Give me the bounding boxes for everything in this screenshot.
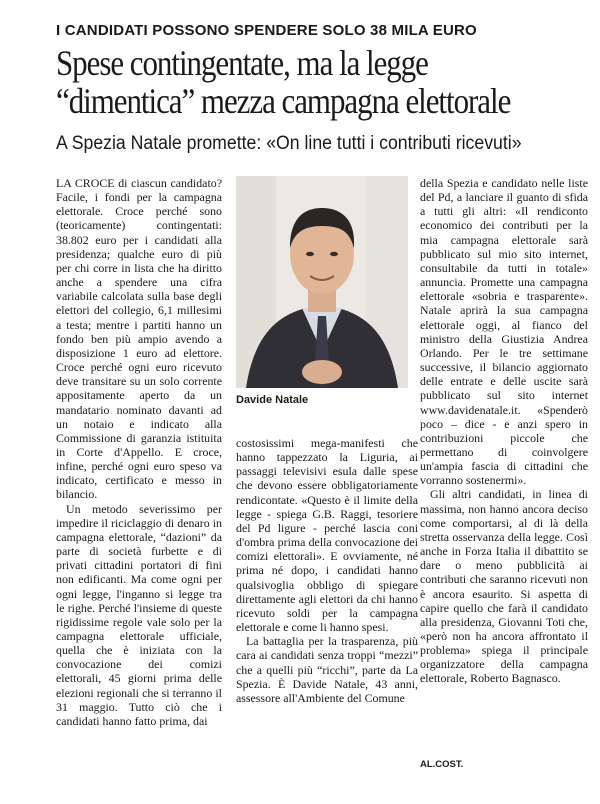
byline: AL.COST. [420, 759, 464, 770]
article-column-3 [420, 176, 588, 686]
article-column-2 [236, 436, 418, 705]
article-column-1 [56, 176, 222, 728]
photo-caption: Davide Natale [236, 394, 309, 406]
paragraph: La battaglia per la trasparenza, più cara ai candidati senza troppi “mezzi” che a quelli più “ricchi”, parte da La Spezia. È Davide Natale, 43 anni, assessore all'Ambiente del Comune [236, 634, 418, 705]
paragraph: LA CROCE di ciascun candidato? Facile, i fondi per la campagna elettorale. Croce perché sono (teoricamente) contingentati: 38.802 euro per i candidati alla presidenza; qualche euro di più per chi corre in lista che ha diritto anche a spendere una cifra variabile calcolata sulla base degli elettori del collegio, 6,1 millesimi a testa; mentre i partiti hanno un fondo ben più ampio avendo a disposizione 1 euro ad elettore. Croce perché ogni euro ricevuto deve transitare su un solo corrente appositamente aperto da un mandatario nominato davanti ad un notaio e indicato alla Commissione di garanzia istituita in Corte d'Appello. E croce, infine, perché ogni euro speso va indicato, certificato e messo in bilancio. [56, 176, 222, 502]
paragraph: Un metodo severissimo per impedire il riciclaggio di denaro in campagna elettorale, “dazioni” da parte di società furbette e di privati cittadini portatori di fini non edificanti. Ma come ogni per ogni legge, l'inganno si legge tra le righe. Perché l'insieme di queste rigidissime regole vale solo per la campagna elettorale ufficiale, quella che è iniziata con la convocazione dei comizi elettorali, 45 giorni prima delle elezioni regionali che si terranno il 31 maggio. Tutto ciò che i candidati hanno fatto prima, dai [56, 501, 222, 728]
headline [56, 44, 581, 120]
subheadline: A Spezia Natale promette: «On line tutti i contributi ricevuti» [56, 133, 522, 154]
paragraph: costosissimi mega-manifesti che hanno tappezzato la Liguria, ai passaggi televisivi esula dalle spese che devono essere obbligatoriamente rendicontate. «Questo è il limite della legge - spiega G.B. Raggi, tesoriere del Pd ligure - perché lascia coni d'ombra prima della convocazione dei comizi elettorali». E ovviamente, né prima né dopo, i candidati hanno qualsivoglia obbligo di spiegare direttamente agli elettori da chi hanno ricevuto soldi per la campagna elettorale e come li hanno spesi. [236, 436, 418, 635]
kicker: I CANDIDATI POSSONO SPENDERE SOLO 38 MILA EURO [56, 22, 477, 39]
portrait-photo [236, 176, 408, 388]
portrait-illustration [236, 176, 408, 388]
paragraph: Gli altri candidati, in linea di massima, non hanno ancora deciso come comportarsi, al di là della stretta osservanza della legge. Così anche in Forza Italia il dibattito se dare o meno pubblicità ai contributi che saranno ricevuti non è ancora esaurito. Si aspetta di capire quello che farà il candidato alla presidenza, Giovanni Toti che, «però non ha ancora affrontato il problema» spiega il principale organizzatore della campagna elettorale, Roberto Bagnasco. [420, 487, 588, 686]
headline-line-1: Spese contingentate, ma la legge [56, 43, 428, 83]
headline-line-2: “dimentica” mezza campagna elettorale [56, 81, 511, 121]
paragraph: della Spezia e candidato nelle liste del Pd, a lanciare il guanto di sfida a tutti gli altri: «Il rendiconto economico dei contributi per la mia campagna elettorale sarà pubblicato sul mio sito internet, consultabile da tutti in totale» annuncia. Promette una campagna elettorale «sobria e trasparente». Natale aprirà la sua campagna elettorale oggi, al fianco del ministro della Giustizia Andrea Orlando. Per le tre settimane successive, il bilancio aggiornato delle entrate e delle uscite sarà pubblicato sul sito internet www.davidenatale.it. «Spenderò poco – dice - e anzi spero in contribuzioni piccole che permettano di coinvolgere un'ampia fascia di cittadini che vorranno sostenermi». [420, 176, 588, 488]
